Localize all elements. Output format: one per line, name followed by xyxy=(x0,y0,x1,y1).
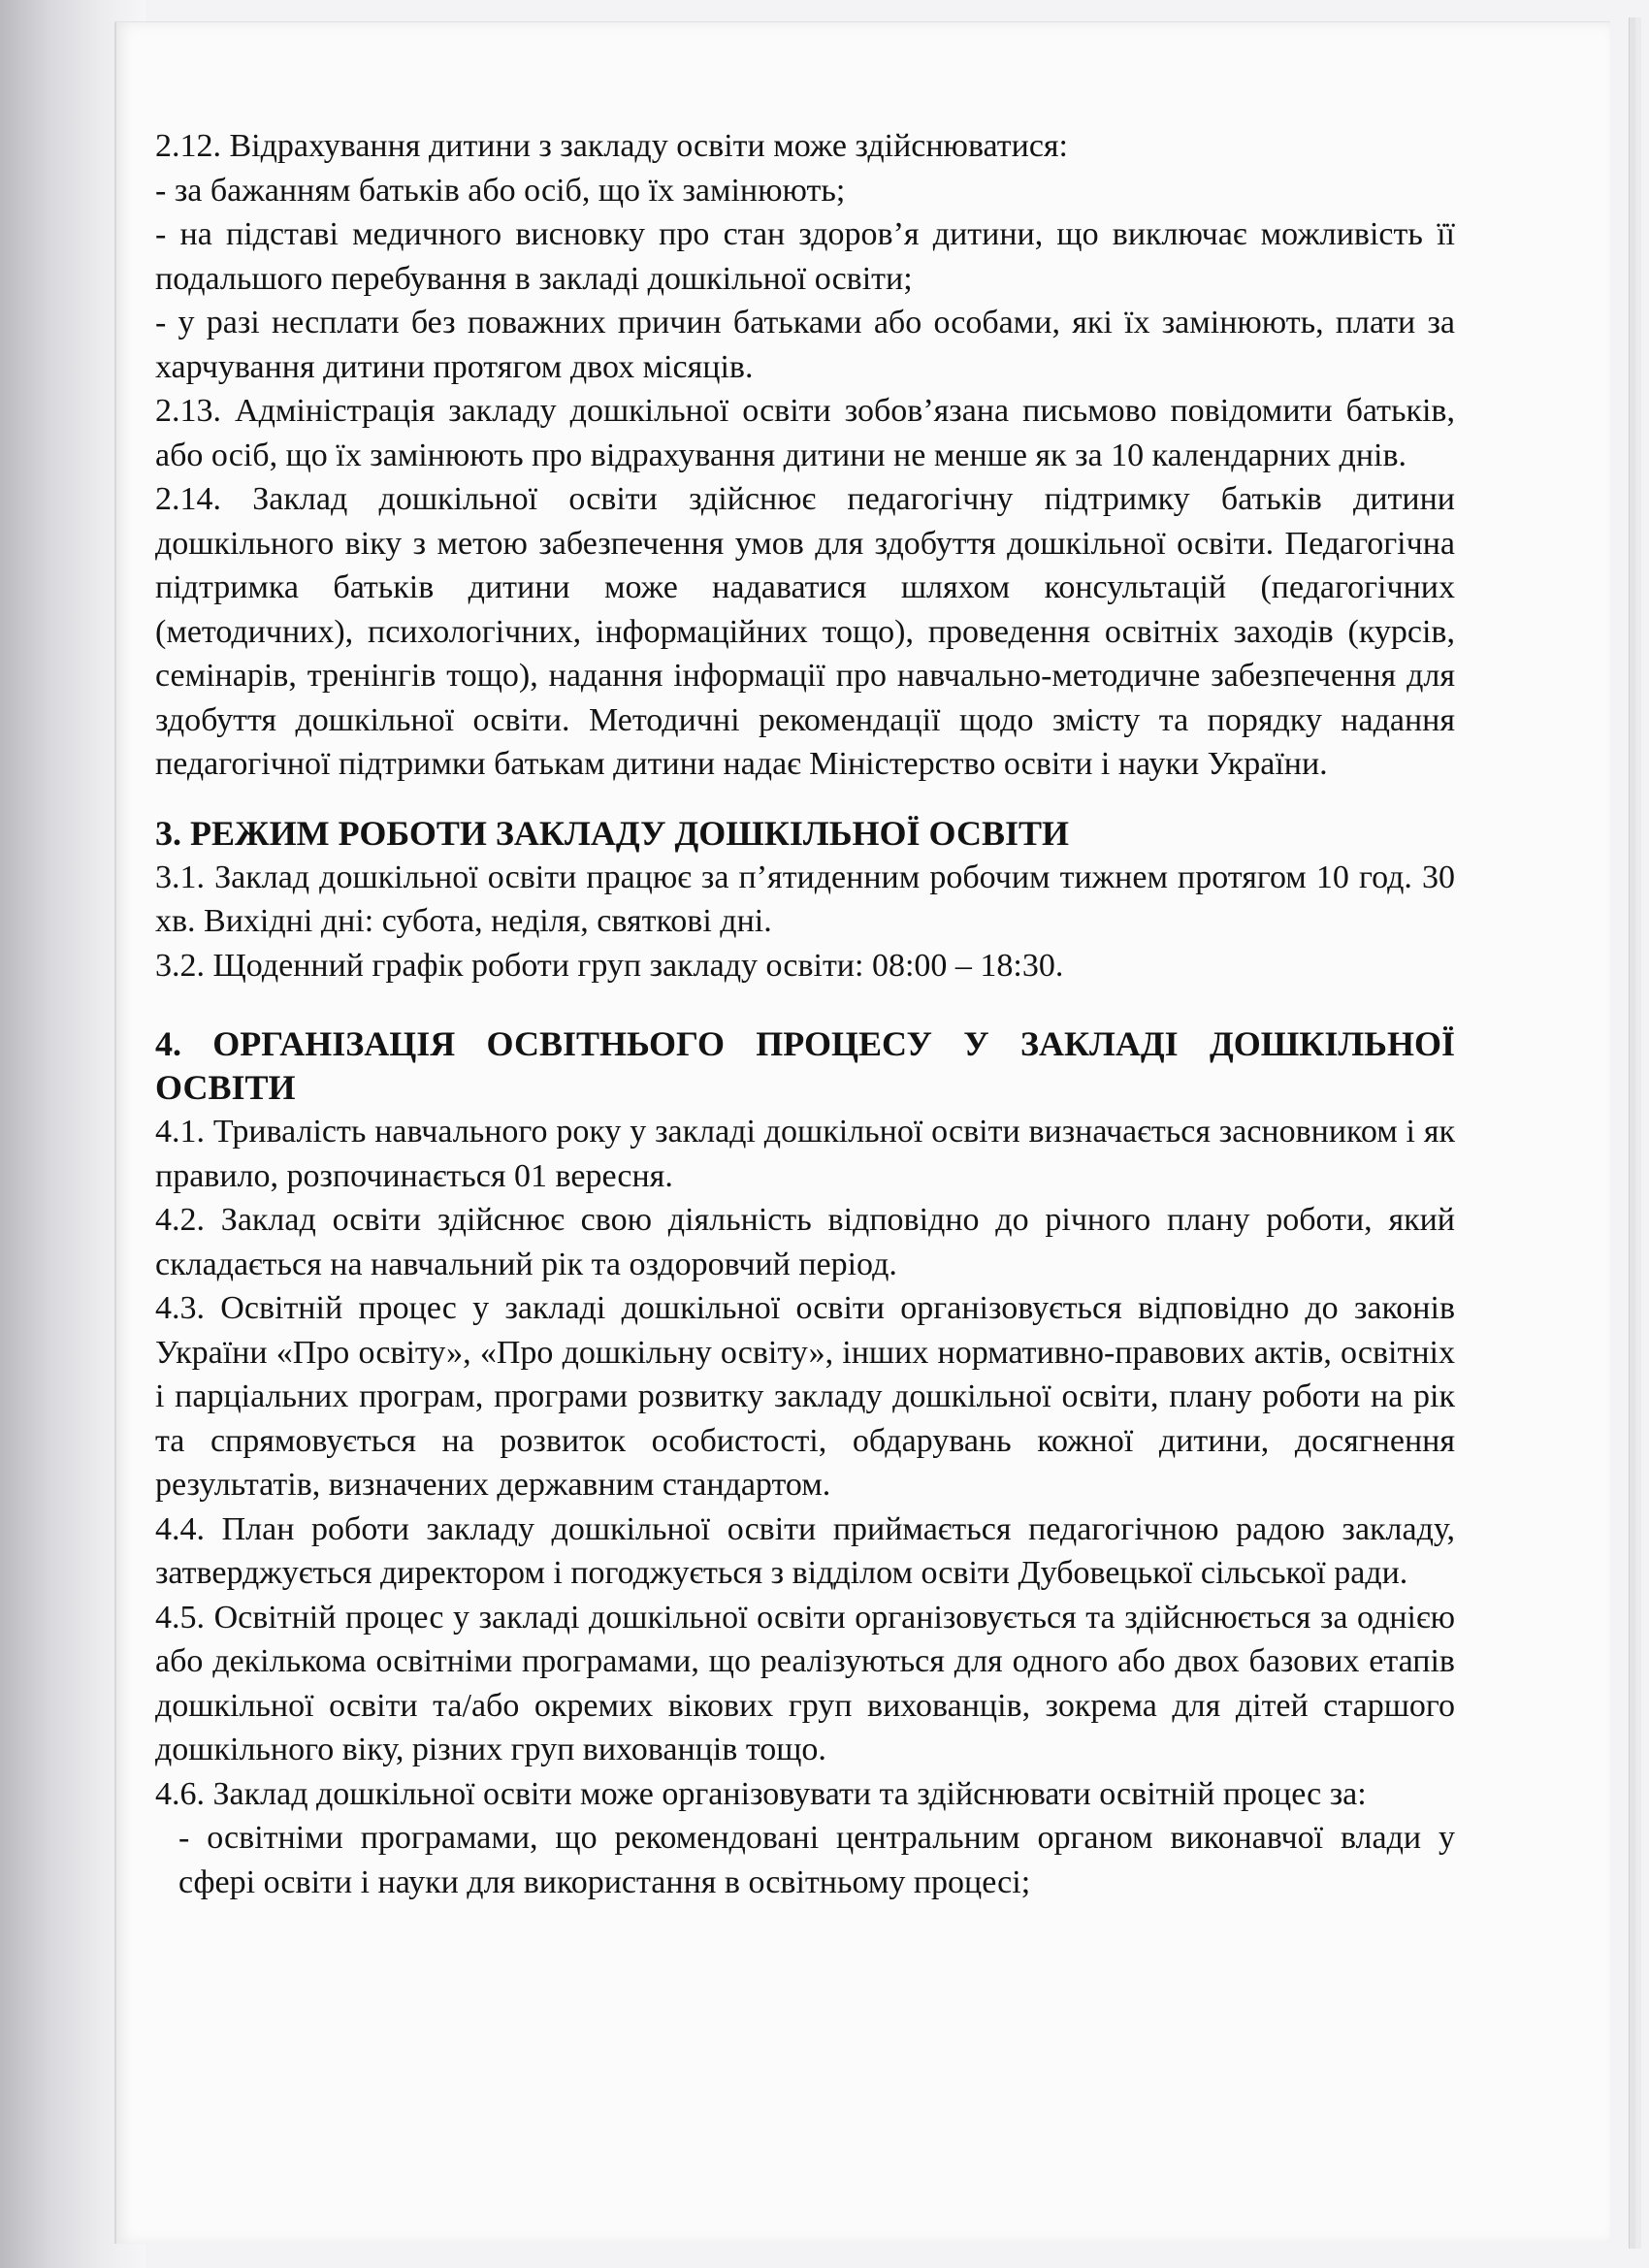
paragraph-2-13: 2.13. Адміністрація закладу дошкільної освіти зобов’язана письмово повідомити батьків, або осіб, що їх замінюють про відрахування дитини не менше як за 10 календарних днів. xyxy=(155,393,1455,473)
paragraph-2-12-item-c: - у разі несплати без поважних причин батьками або особами, які їх замінюють, плати за харчування дитини протягом двох місяців. xyxy=(155,305,1455,385)
paragraph-4-5: 4.5. Освітній процес у закладі дошкільної освіти організовується та здійснюється за однією або декількома освітніми програмами, що реалізуються для одного або двох базових етапів дошкільної освіти та/або окремих вікових груп вихованців, зокрема для дітей старшого дошкільного віку, різних груп вихованців тощо. xyxy=(155,1599,1455,1767)
spacer xyxy=(155,787,1455,812)
section-4-heading: 4. ОРГАНІЗАЦІЯ ОСВІТНЬОГО ПРОЦЕСУ У ЗАКЛАДІ ДОШКІЛЬНОЇ ОСВІТИ xyxy=(155,1024,1455,1107)
paragraph-4-3: 4.3. Освітній процес у закладі дошкільної освіти організовується відповідно до законів України «Про освіту», «Про дошкільну освіту», інших нормативно-правових актів, освітніх і парціальних програм, програми розвитку закладу дошкільної освіти, плану роботи на рік та спрямовується на розвиток особистості, обдарувань кожної дитини, досягнення результатів, визначених державним стандартом. xyxy=(155,1290,1455,1503)
paragraph-2-12-item-b: - на підставі медичного висновку про стан здоров’я дитини, що виключає можливість її подальшого перебування в закладі дошкільної освіти; xyxy=(155,216,1455,297)
document-body xyxy=(155,124,1455,1904)
paragraph-3-1: 3.1. Заклад дошкільної освіти працює за п’ятиденним робочим тижнем протягом 10 год. 30 хв. Вихідні дні: субота, неділя, святкові дні. xyxy=(155,859,1455,939)
stacked-page-edges xyxy=(1590,17,1630,2249)
paragraph-4-4: 4.4. План роботи закладу дошкільної освіти приймається педагогічною радою закладу, затверджується директором і погоджується з відділом освіти Дубовецької сільської ради. xyxy=(155,1510,1455,1591)
spacer xyxy=(155,988,1455,1022)
paragraph-4-6: 4.6. Заклад дошкільної освіти може організовувати та здійснювати освітній процес за: xyxy=(155,1775,1367,1812)
paragraph-4-1: 4.1. Тривалість навчального року у закладі дошкільної освіти визначається засновником і як правило, розпочинається 01 вересня. xyxy=(155,1114,1455,1194)
paragraph-2-14: 2.14. Заклад дошкільної освіти здійснює педагогічну підтримку батьків дитини дошкільного віку з метою забезпечення умов для здобуття дошкільної освіти. Педагогічна підтримка батьків дитини може надаватися шляхом консультацій (педагогічних (методичних), психологічних, інформаційних тощо), проведення освітніх заходів (курсів, семінарів, тренінгів тощо), надання інформації про навчально-методичне забезпечення для здобуття дошкільної освіти. Методичні рекомендації щодо змісту та порядку надання педагогічної підтримки батькам дитини надає Міністерство освіти і науки України. xyxy=(155,481,1455,782)
paragraph-4-2: 4.2. Заклад освіти здійснює свою діяльність відповідно до річного плану роботи, який складається на навчальний рік та оздоровчий період. xyxy=(155,1202,1455,1282)
paragraph-3-2: 3.2. Щоденний графік роботи груп закладу освіти: 08:00 – 18:30. xyxy=(155,947,1064,984)
paragraph-2-12: 2.12. Відрахування дитини з закладу освіти може здійснюватися: xyxy=(155,128,1068,164)
paragraph-4-6-item-a: - освітніми програмами, що рекомендовані центральним органом виконавчої влади у сфері освіти і науки для використання в освітньому процесі; xyxy=(178,1820,1455,1900)
section-3-heading: 3. РЕЖИМ РОБОТИ ЗАКЛАДУ ДОШКІЛЬНОЇ ОСВІТИ xyxy=(155,813,1070,853)
paragraph-2-12-item-a: - за бажанням батьків або осіб, що їх замінюють; xyxy=(155,172,846,209)
